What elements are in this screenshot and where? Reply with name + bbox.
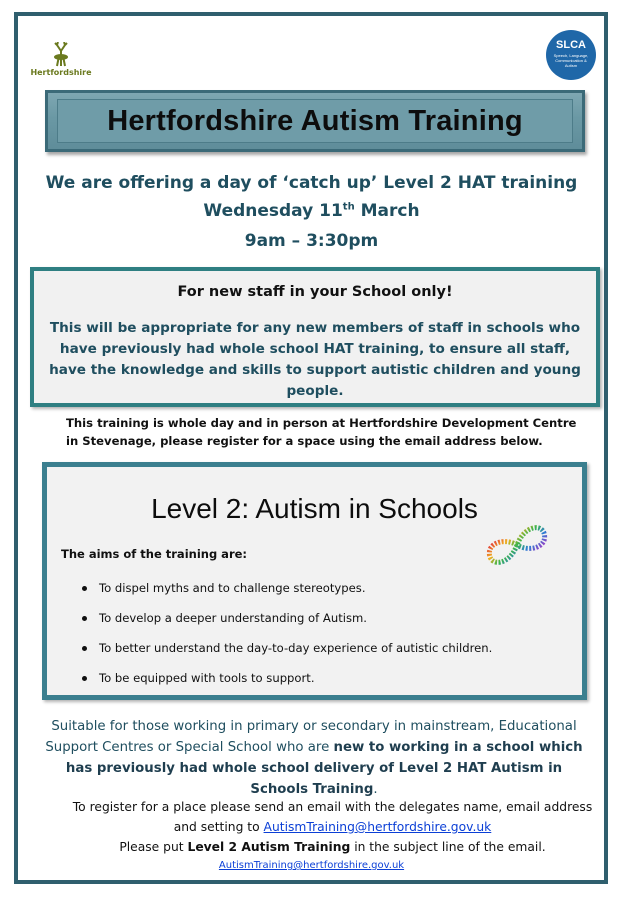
offer-line-2: [20, 201, 603, 221]
aims-list: [71, 573, 551, 693]
register-email-link[interactable]: AutismTraining@hertfordshire.gov.uk: [263, 820, 492, 834]
aims-list-item: [71, 573, 551, 603]
new-staff-box: [30, 267, 600, 407]
aim-text: To better understand the day-to-day experience of autistic children.: [99, 641, 493, 655]
new-staff-heading: For new staff in your School only!: [177, 284, 453, 300]
offer-date-suffix: March: [354, 201, 420, 221]
register-part-2-prefix: Please put: [119, 840, 188, 854]
offer-line-1: We are offering a day of ‘catch up’ Level 2 HAT training: [45, 173, 578, 193]
slca-logo-subtitle: Speech, Language, Communication & Autism: [553, 53, 589, 68]
slca-logo: [546, 30, 596, 80]
level2-title: Level 2: Autism in Schools: [151, 493, 478, 524]
title-banner-inner: [57, 99, 573, 143]
page-title: Hertfordshire Autism Training: [107, 104, 523, 137]
rainbow-infinity-icon: [480, 520, 554, 570]
suitable-text: [44, 716, 584, 800]
register-part-2-suffix: in the subject line of the email.: [350, 840, 546, 854]
bullet-icon: [82, 586, 87, 591]
bullet-icon: [82, 646, 87, 651]
suitable-part-1: Suitable for those working in primary or secondary in mainstream, Educational Support Centres or Special School who are: [45, 719, 577, 755]
stag-icon: [30, 42, 92, 68]
new-staff-body: This will be appropriate for any new members of staff in schools who have previously had whole school HAT training, to ensure all staff, have the knowledge and skills to support autistic children and young people.: [49, 320, 581, 399]
training-info: This training is whole day and in person at Hertfordshire Development Centre in Stevenage, please register for a space using the email address below.: [66, 416, 577, 448]
aim-text: To develop a deeper understanding of Autism.: [99, 611, 367, 625]
aim-text: To dispel myths and to challenge stereotypes.: [99, 581, 366, 595]
aim-text: To be equipped with tools to support.: [99, 671, 315, 685]
aims-label: The aims of the training are:: [61, 547, 248, 561]
bullet-icon: [82, 616, 87, 621]
offer-date-prefix: Wednesday 11: [203, 201, 343, 221]
register-subject-bold: Level 2 Autism Training: [187, 840, 351, 854]
suitable-bold: new to working in a school which has previously had whole school delivery of Level 2 HAT Autism in Schools Training: [65, 740, 583, 797]
register-text: [60, 797, 605, 857]
slca-logo-title: SLCA: [556, 39, 586, 51]
hertfordshire-logo-text: Hertfordshire: [30, 68, 92, 77]
level2-box: [42, 462, 587, 700]
bullet-icon: [82, 676, 87, 681]
offer-line-3: 9am – 3:30pm: [244, 231, 379, 251]
suitable-part-2: .: [373, 782, 378, 797]
hertfordshire-logo: [30, 42, 92, 80]
offer-date-sup: th: [342, 201, 355, 213]
footer-email-link[interactable]: AutismTraining@hertfordshire.gov.uk: [218, 860, 405, 871]
aims-list-item: [71, 663, 551, 693]
aims-list-item: [71, 633, 551, 663]
title-banner: [45, 90, 585, 152]
aims-list-item: [71, 603, 551, 633]
register-part-1: To register for a place please send an email with the delegates name, email address and setting to: [72, 800, 593, 834]
footer: [0, 860, 623, 871]
